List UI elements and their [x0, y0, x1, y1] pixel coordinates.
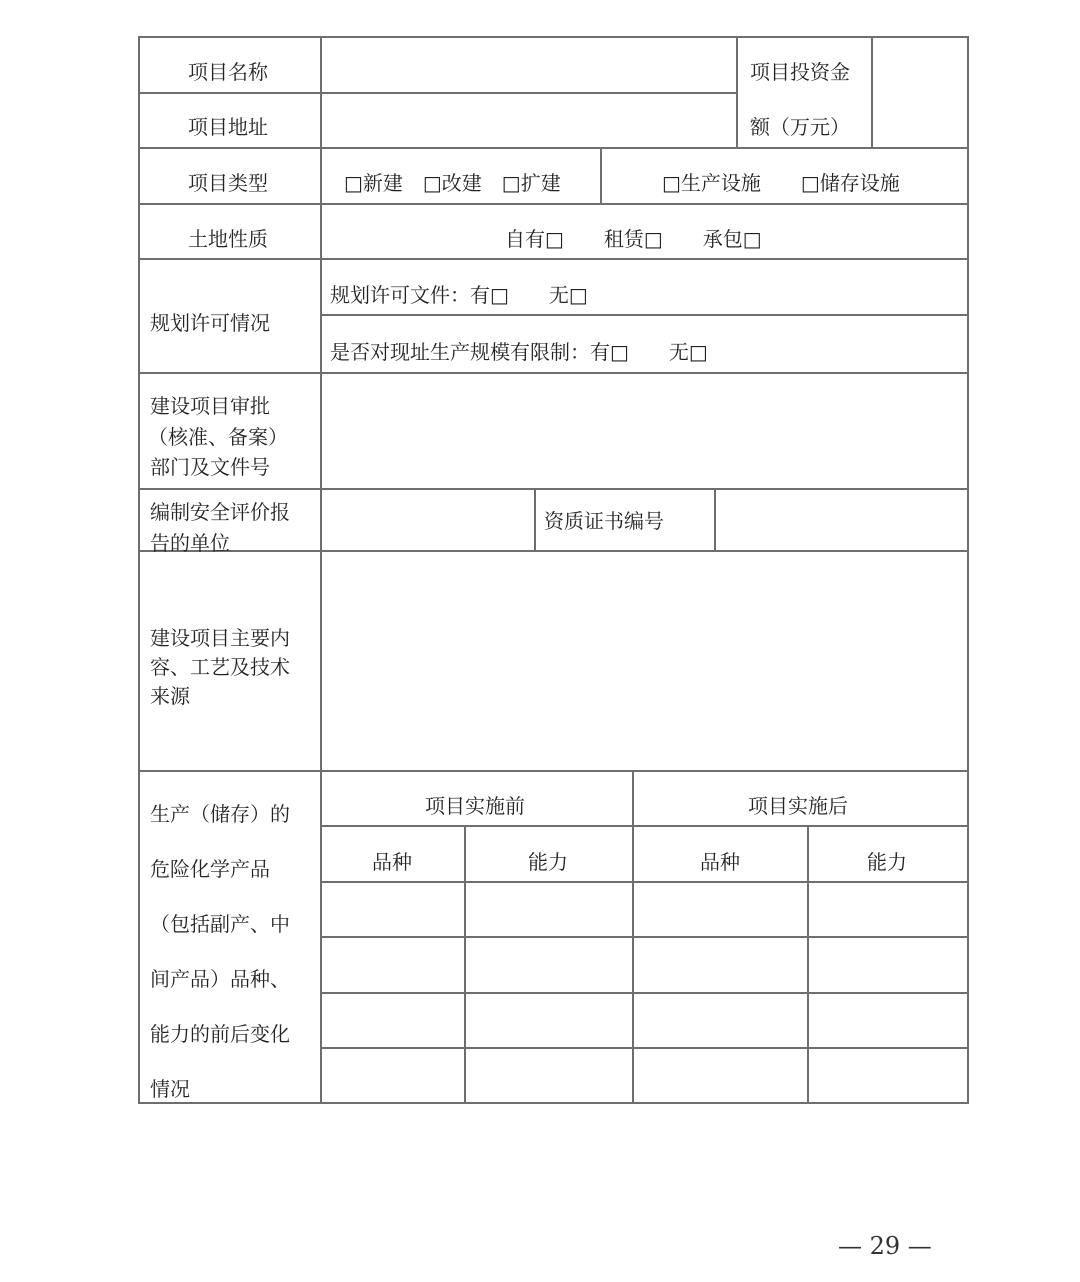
capacity-before-header: 能力: [528, 850, 568, 874]
row-divider: [138, 770, 968, 772]
project-type-options[interactable]: □新建 □改建 □扩建: [344, 171, 561, 195]
column-divider: [632, 770, 634, 1104]
table-border-bottom: [138, 1102, 968, 1104]
row-divider: [138, 92, 321, 94]
row-divider: [320, 1047, 968, 1049]
before-label: 项目实施前: [425, 794, 525, 818]
row-divider: [320, 825, 968, 827]
column-divider: [464, 825, 466, 1104]
variety-before-header: 品种: [372, 850, 412, 874]
qualification-cert-cell[interactable]: [716, 490, 967, 550]
planning-permit-file[interactable]: 规划许可文件：有□ 无□: [330, 283, 588, 307]
column-divider: [600, 147, 602, 204]
project-type-label: 项目类型: [188, 171, 268, 195]
table-border-left: [138, 36, 140, 1104]
row-divider: [320, 992, 968, 994]
page-number: — 29 —: [838, 1232, 932, 1260]
project-name-label: 项目名称: [188, 60, 268, 84]
row-divider: [138, 258, 968, 260]
row-divider: [320, 314, 968, 316]
column-divider: [736, 36, 738, 148]
investment-amount-cell[interactable]: [873, 38, 967, 147]
column-divider: [807, 825, 809, 1104]
land-nature-label: 土地性质: [188, 227, 268, 251]
planning-permit-label: 规划许可情况: [150, 311, 270, 335]
table-border-right: [967, 36, 969, 1104]
approval-cell[interactable]: [322, 374, 967, 488]
land-nature-options[interactable]: 自有□ 租赁□ 承包□: [505, 227, 762, 251]
investment-label-line1: 项目投资金: [750, 60, 850, 84]
safety-report-unit-cell[interactable]: [322, 490, 534, 550]
facility-options[interactable]: □生产设施 □储存设施: [662, 171, 900, 195]
variety-after-header: 品种: [700, 850, 740, 874]
row-divider: [138, 147, 968, 149]
planning-limit[interactable]: 是否对现址生产规模有限制：有□ 无□: [330, 340, 708, 364]
column-divider: [534, 488, 536, 551]
qualification-cert-label: 资质证书编号: [544, 509, 664, 533]
capacity-after-header: 能力: [867, 850, 907, 874]
row-divider: [320, 881, 968, 883]
row-divider: [138, 203, 968, 205]
project-address-label: 项目地址: [188, 115, 268, 139]
row-divider: [320, 936, 968, 938]
after-label: 项目实施后: [748, 794, 848, 818]
project-address-cell[interactable]: [322, 94, 736, 147]
project-name-cell[interactable]: [322, 38, 736, 92]
investment-label-line2: 额（万元）: [750, 115, 850, 139]
main-content-cell[interactable]: [322, 552, 967, 770]
